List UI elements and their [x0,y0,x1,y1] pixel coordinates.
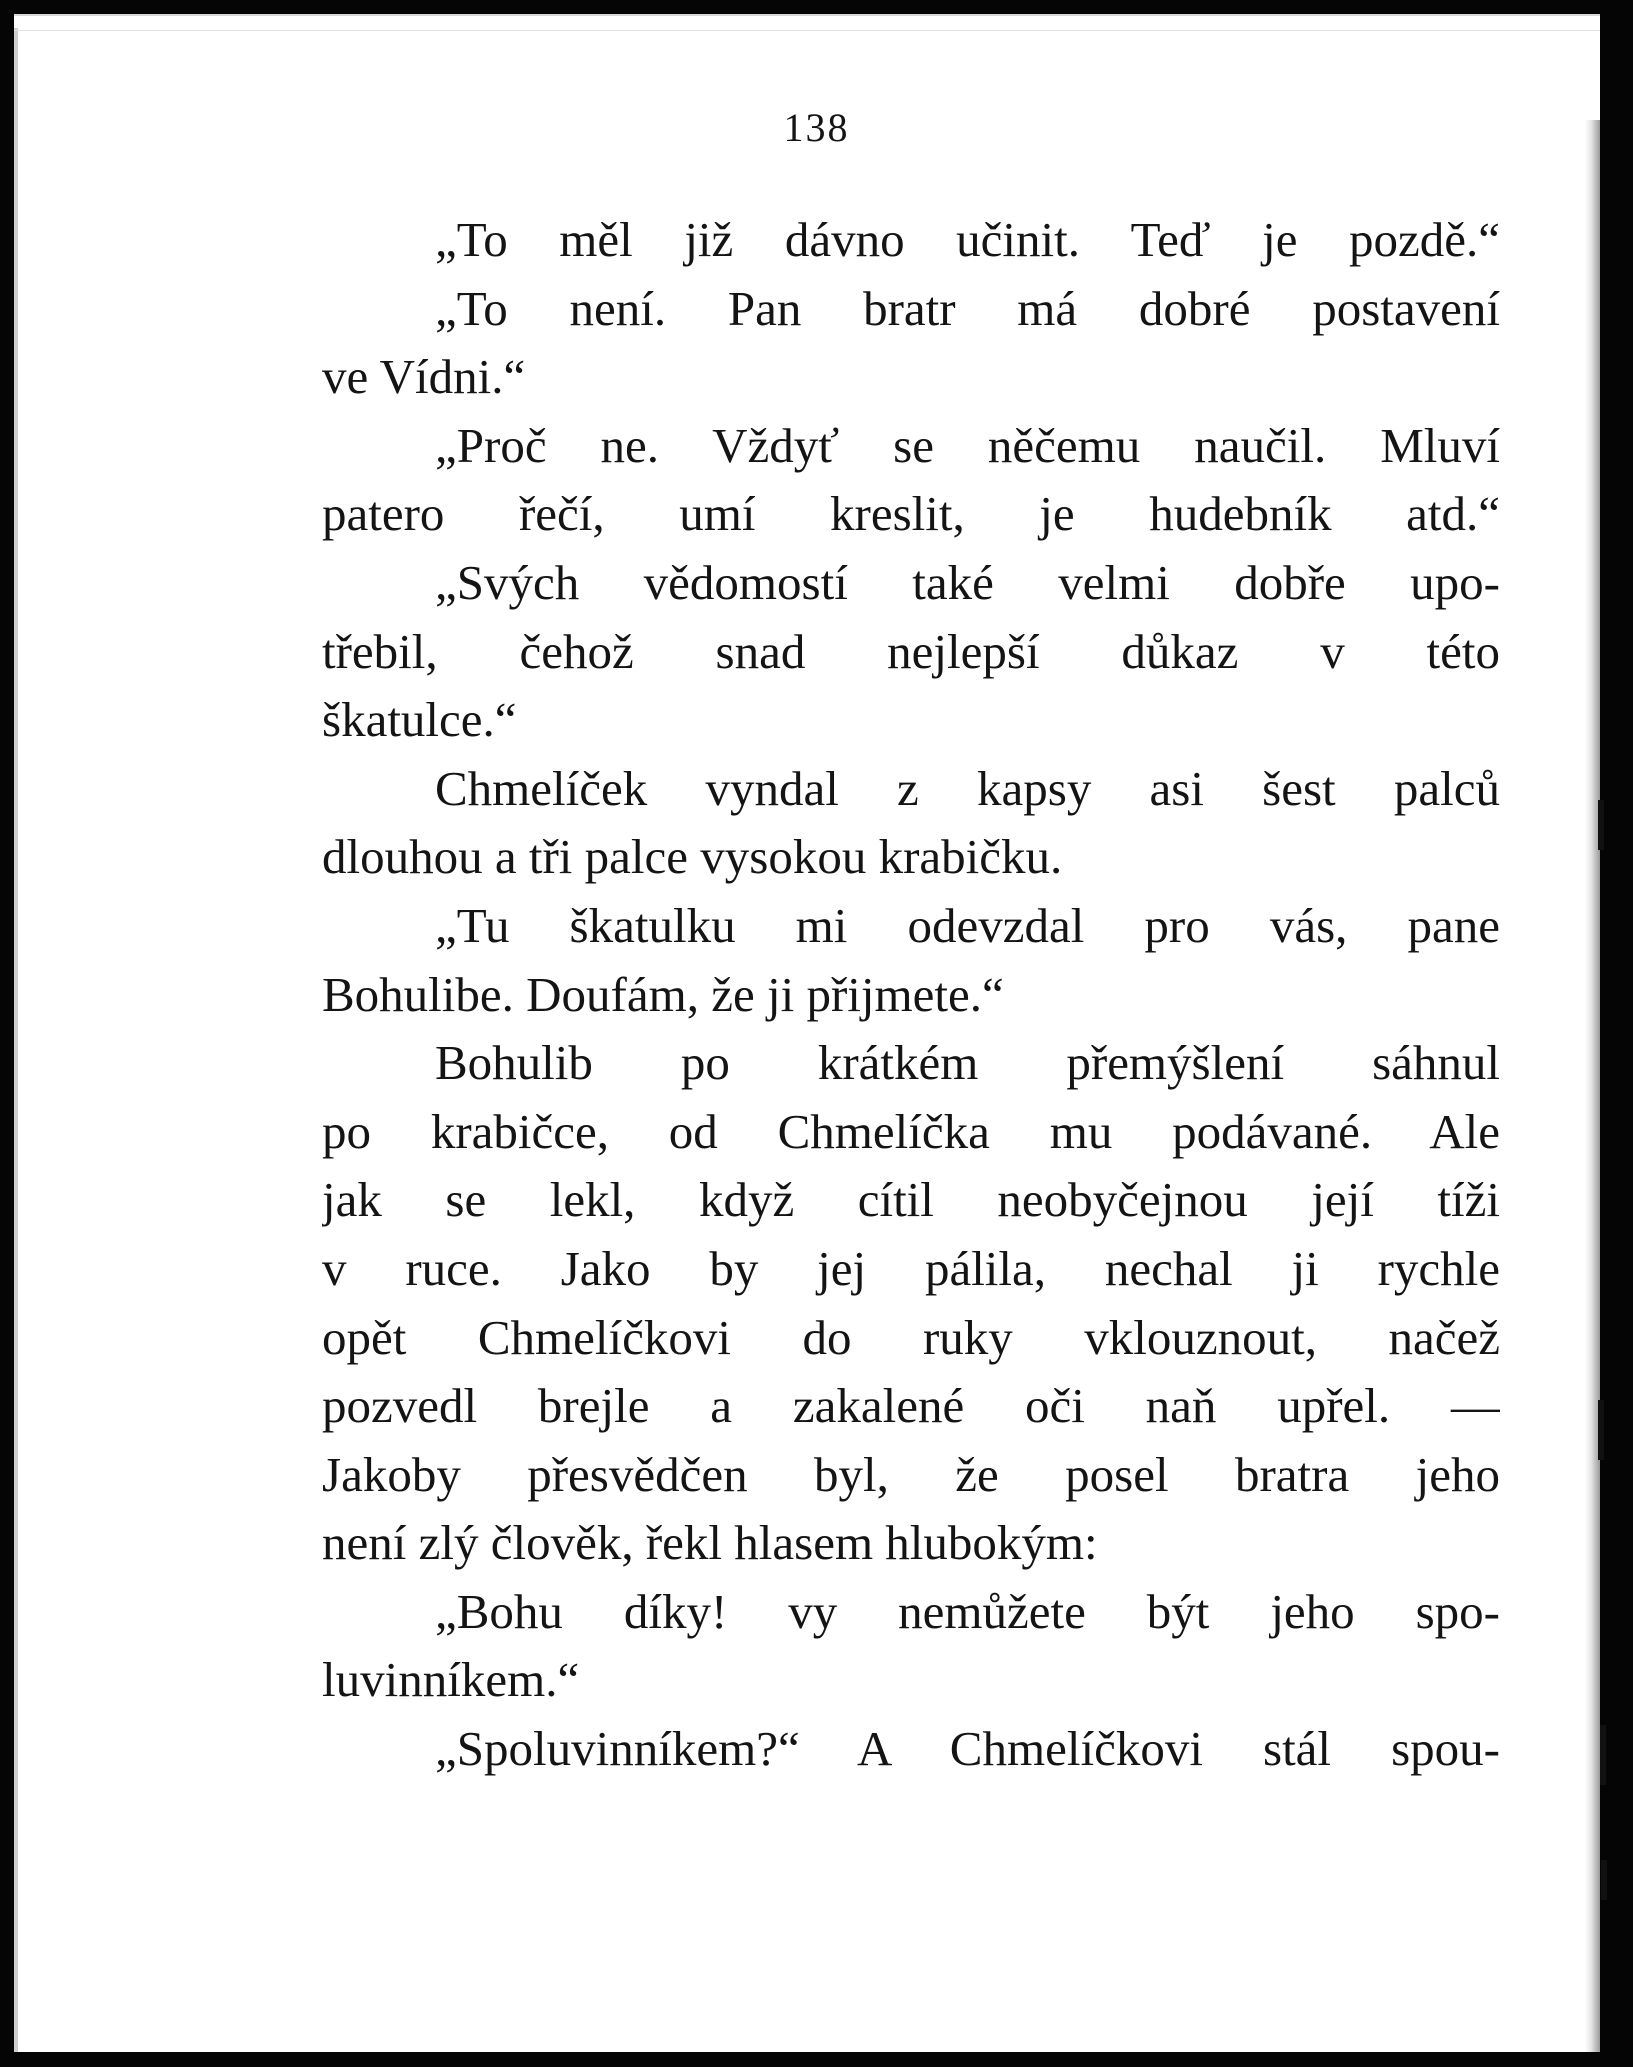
text-line: Chmelíček vyndal z kapsy asi šest palců [435,760,1500,816]
text-line: „Proč ne. Vždyť se něčemu naučil. Mluví [435,417,1500,473]
binding-mark [1601,1860,1607,1900]
text-line: „Svých vědomostí také velmi dobře upo- [435,554,1500,610]
scan-line [14,30,1600,31]
scan-frame-top [0,0,1633,14]
scan-frame-left [0,0,14,2067]
scan-inner-rule [14,14,1600,16]
text-line: „Bohu díky! vy nemůžete být jeho spo- [435,1583,1500,1639]
text-line: „To není. Pan bratr má dobré postavení [435,280,1500,336]
text-line: škatulce.“ [322,692,517,748]
text-line: Bohulibe. Doufám, že ji přijmete.“ [322,966,1004,1022]
text-line: luvinníkem.“ [322,1652,580,1708]
text-line: opět Chmelíčkovi do ruky vklouznout, načež [322,1309,1500,1365]
text-line: „To měl již dávno učinit. Teď je pozdě.“ [435,212,1500,267]
scan-frame-bottom [0,2052,1633,2067]
text-line: pozvedl brejle a zakalené oči naň upřel. — [322,1378,1500,1434]
scan-left-rule [14,28,18,2052]
text-line: dlouhou a tři palce vysokou krabičku. [322,829,1063,885]
text-line: „Spoluvinníkem?“ A Chmelíčkovi stál spou- [435,1721,1500,1777]
page-text [322,206,1500,1784]
text-line: třebil, čehož snad nejlepší důkaz v této [322,623,1500,679]
text-line: v ruce. Jako by jej pálila, nechal ji rychle [322,1240,1500,1296]
text-line: Jakoby přesvědčen byl, že posel bratra jeho [322,1446,1500,1502]
binding-mark [1598,800,1604,850]
text-line: po krabičce, od Chmelíčka mu podávané. Ale [322,1103,1500,1159]
page-number: 138 [783,105,850,150]
text-line: není zlý člověk, řekl hlasem hlubokým: [322,1515,1098,1571]
page-binding-edge [1585,120,1600,2052]
text-line: Bohulib po krátkém přemýšlení sáhnul [435,1035,1500,1091]
text-line: ve Vídni.“ [322,349,526,405]
text-line: „Tu škatulku mi odevzdal pro vás, pane [435,897,1500,953]
text-line: jak se lekl, když cítil neobyčejnou její tíži [322,1172,1500,1228]
binding-mark [1600,1725,1606,1785]
binding-mark [1598,1400,1604,1460]
text-line: patero řečí, umí kreslit, je hudebník atd.“ [322,486,1500,542]
